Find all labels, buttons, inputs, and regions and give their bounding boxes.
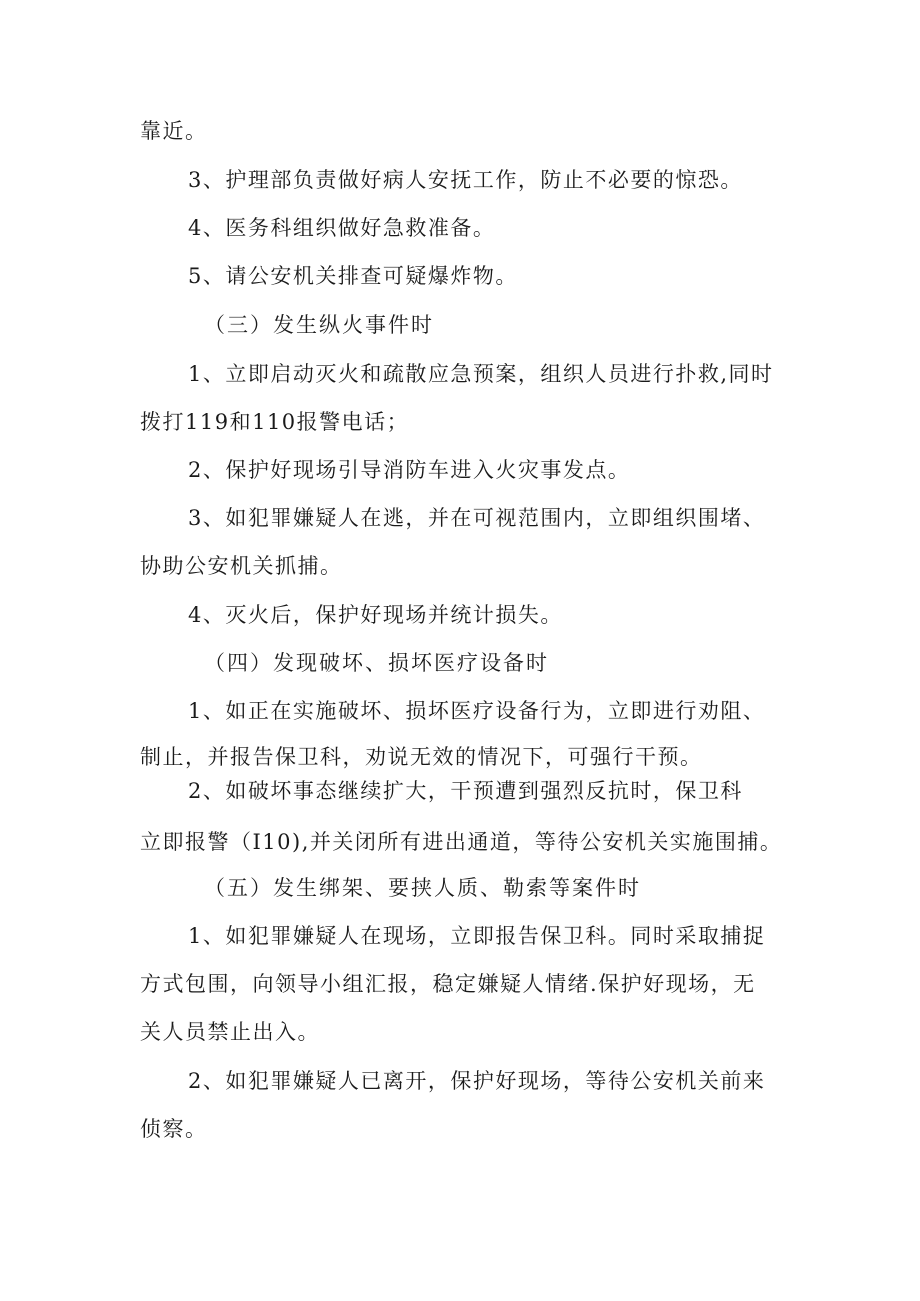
text-line-equipment-item-2-cont: 立即报警（I10),并关闭所有进出通道，等待公安机关实施围捕。 (140, 830, 783, 854)
section-heading-arson: （三）发生纵火事件时 (204, 313, 434, 337)
text-line-hostage-item-1-cont: 方式包围，向领导小组汇报，稳定嫌疑人情绪.保护好现场，无 (140, 972, 756, 996)
text-line-hostage-item-1: 1、如犯罪嫌疑人在现场，立即报告保卫科。同时采取捕捉 (188, 924, 766, 948)
text-line-equipment-item-1: 1、如正在实施破坏、损坏医疗设备行为，立即进行劝阻、 (188, 699, 766, 723)
text-line-arson-item-1: 1、立即启动灭火和疏散应急预案，组织人员进行扑救,同时 (188, 362, 774, 386)
text-line-hostage-item-1-cont2: 关人员禁止出入。 (140, 1020, 320, 1044)
text-line-hostage-item-2-cont: 侦察。 (140, 1117, 208, 1141)
section-heading-hostage: （五）发生绑架、要挟人质、勒索等案件时 (204, 876, 641, 900)
text-line-item-4-medical: 4、医务科组织做好急救准备。 (188, 216, 496, 240)
text-line-item-5-police: 5、请公安机关排查可疑爆炸物。 (188, 264, 518, 288)
text-line-arson-item-2: 2、保护好现场引导消防车进入火灾事发点。 (188, 458, 631, 482)
text-line-equipment-item-1-cont: 制止，并报告保卫科，劝说无效的情况下，可强行干预。 (140, 745, 703, 769)
section-heading-equipment: （四）发现破坏、损坏医疗设备时 (204, 651, 549, 675)
text-line-continuation: 靠近。 (140, 119, 208, 143)
text-line-hostage-item-2: 2、如犯罪嫌疑人已离开，保护好现场，等待公安机关前来 (188, 1069, 766, 1093)
text-line-arson-item-3-cont: 协助公安机关抓捕。 (140, 554, 343, 578)
text-line-arson-item-1-cont: 拨打119和110报警电话； (140, 410, 410, 434)
text-line-item-3-nursing: 3、护理部负责做好病人安抚工作，防止不必要的惊恐。 (188, 168, 743, 192)
text-line-arson-item-4: 4、灭火后，保护好现场并统计损失。 (188, 603, 563, 627)
text-line-equipment-item-2: 2、如破坏事态继续扩大，干预遭到强烈反抗时，保卫科 (188, 779, 743, 803)
text-line-arson-item-3: 3、如犯罪嫌疑人在逃，并在可视范围内，立即组织围堵、 (188, 506, 766, 530)
